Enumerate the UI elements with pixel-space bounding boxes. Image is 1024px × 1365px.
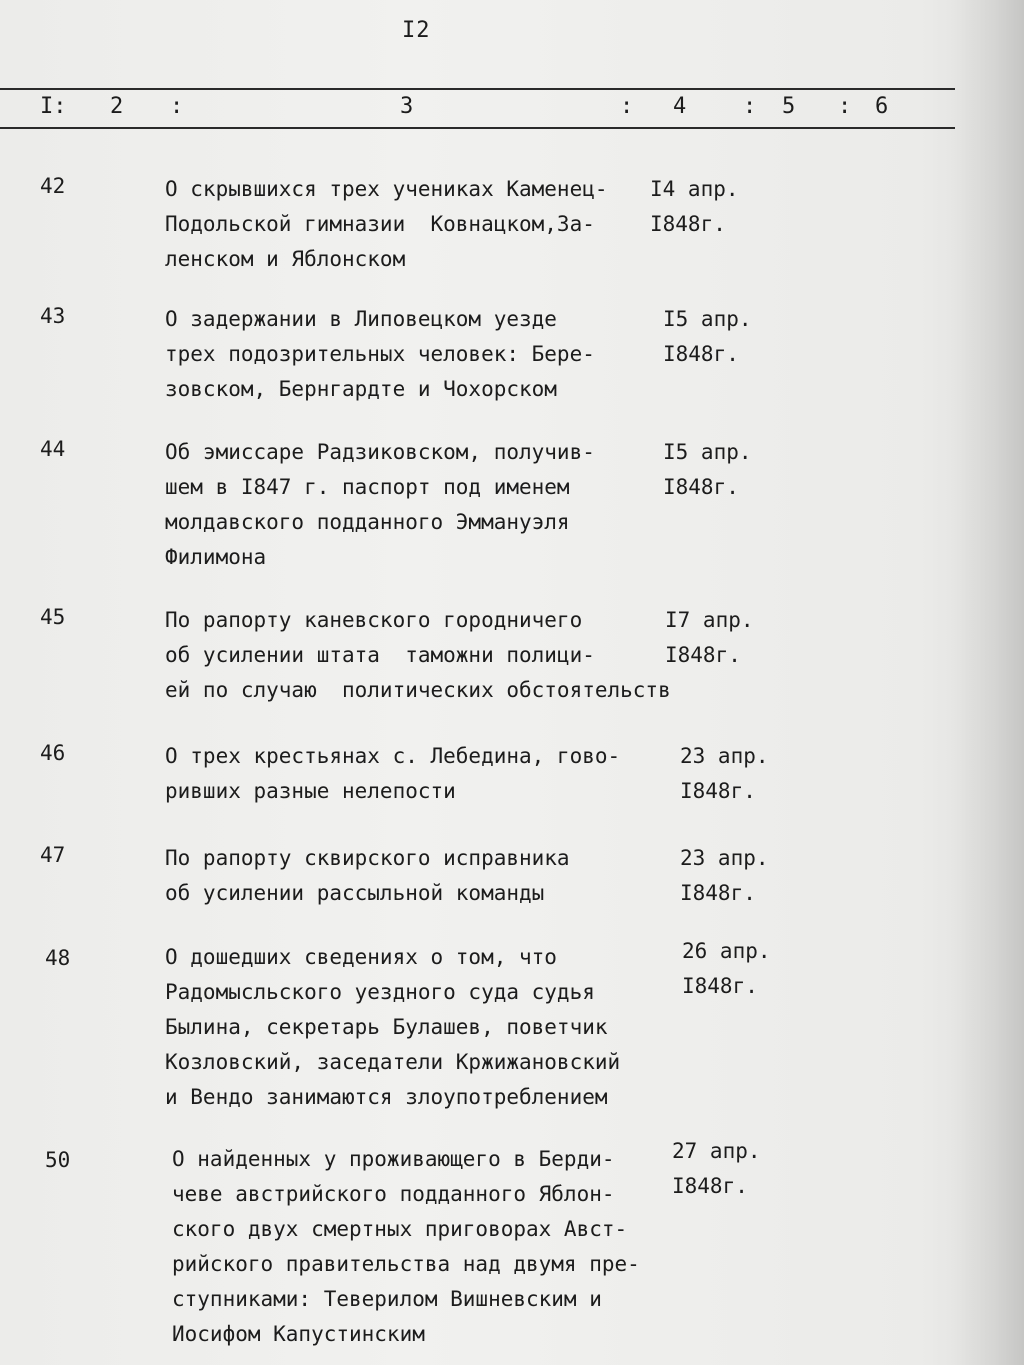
entry-date	[682, 934, 771, 1004]
header-col-5: 5	[782, 94, 796, 119]
date-line: I848г.	[672, 1174, 748, 1198]
entry-description	[165, 841, 665, 911]
page-number: I2	[402, 18, 431, 43]
entry-number: 42	[40, 174, 66, 198]
date-line: I4 апр.	[650, 177, 739, 201]
description-line: О найденных у проживающего в Берди-	[172, 1147, 615, 1171]
header-col-1: I:	[40, 94, 67, 119]
header-separator: :	[170, 94, 184, 119]
date-line: I848г.	[650, 212, 726, 236]
description-line: трех подозрительных человек: Бере-	[165, 342, 595, 366]
entry-number: 47	[40, 843, 66, 867]
description-line: рийского правительства над двумя пре-	[172, 1252, 640, 1276]
date-line: 23 апр.	[680, 744, 769, 768]
description-line: О дошедших сведениях о том, что	[165, 945, 557, 969]
entry-date	[672, 1134, 761, 1204]
entry-date	[680, 841, 769, 911]
date-line: I848г.	[663, 342, 739, 366]
description-line: ривших разные нелепости	[165, 779, 456, 803]
header-top-rule	[0, 88, 955, 90]
entry-description	[165, 435, 665, 575]
date-line: I7 апр.	[665, 608, 754, 632]
description-line: Радомысльского уездного суда судья	[165, 980, 595, 1004]
entry-number: 43	[40, 304, 66, 328]
entry-number: 44	[40, 437, 66, 461]
description-line: ей по случаю политических обстоятельств	[165, 678, 671, 702]
description-line: Иосифом Капустинским	[172, 1322, 425, 1346]
entry-number: 48	[45, 946, 71, 970]
description-line: Подольской гимназии Ковнацком,За-	[165, 212, 595, 236]
description-line: ступниками: Теверилом Вишневским и	[172, 1287, 602, 1311]
description-line: ленском и Яблонском	[165, 247, 406, 271]
description-line: шем в I847 г. паспорт под именем	[165, 475, 570, 499]
entry-description	[172, 1142, 672, 1352]
date-line: 27 апр.	[672, 1139, 761, 1163]
header-col-3: 3	[400, 94, 414, 119]
description-line: О скрывшихся трех учениках Каменец-	[165, 177, 608, 201]
header-col-4: 4	[673, 94, 687, 119]
entry-number: 45	[40, 605, 66, 629]
date-line: I5 апр.	[663, 440, 752, 464]
entry-number: 46	[40, 741, 66, 765]
entry-date	[665, 603, 754, 673]
description-line: Козловский, заседатели Кржижановский	[165, 1050, 621, 1074]
entry-number: 50	[45, 1148, 71, 1172]
header-col-2: 2	[110, 94, 124, 119]
page-edge-shadow	[952, 0, 1024, 1365]
entry-description	[165, 940, 665, 1115]
date-line: I848г.	[663, 475, 739, 499]
date-line: I848г.	[665, 643, 741, 667]
entry-date	[663, 302, 752, 372]
description-line: По рапорту каневского городничего	[165, 608, 583, 632]
description-line: об усилении штата таможни полици-	[165, 643, 595, 667]
description-line: и Вендо занимаются злоупотреблением	[165, 1085, 608, 1109]
date-line: I5 апр.	[663, 307, 752, 331]
header-separator: :	[620, 94, 634, 119]
description-line: Былина, секретарь Булашев, поветчик	[165, 1015, 608, 1039]
description-line: об усилении рассыльной команды	[165, 881, 545, 905]
date-line: I848г.	[682, 974, 758, 998]
date-line: I848г.	[680, 779, 756, 803]
description-line: О трех крестьянах с. Лебедина, гово-	[165, 744, 621, 768]
entry-description	[165, 172, 665, 277]
description-line: О задержании в Липовецком уезде	[165, 307, 557, 331]
entry-date	[663, 435, 752, 505]
description-line: молдавского подданного Эммануэля	[165, 510, 570, 534]
header-col-6: 6	[875, 94, 889, 119]
description-line: По рапорту сквирского исправника	[165, 846, 570, 870]
entry-description	[165, 302, 665, 407]
entry-date	[650, 172, 739, 242]
entry-description	[165, 603, 671, 708]
entry-date	[680, 739, 769, 809]
date-line: 23 апр.	[680, 846, 769, 870]
date-line: 26 апр.	[682, 939, 771, 963]
description-line: чеве австрийского подданного Яблон-	[172, 1182, 615, 1206]
entry-description	[165, 739, 665, 809]
header-separator: :	[743, 94, 757, 119]
description-line: Об эмиссаре Радзиковском, получив-	[165, 440, 595, 464]
header-bottom-rule	[0, 127, 955, 129]
header-separator: :	[838, 94, 852, 119]
description-line: ского двух смертных приговорах Авст-	[172, 1217, 628, 1241]
description-line: зовском, Бернгардте и Чохорском	[165, 377, 557, 401]
description-line: Филимона	[165, 545, 267, 569]
date-line: I848г.	[680, 881, 756, 905]
